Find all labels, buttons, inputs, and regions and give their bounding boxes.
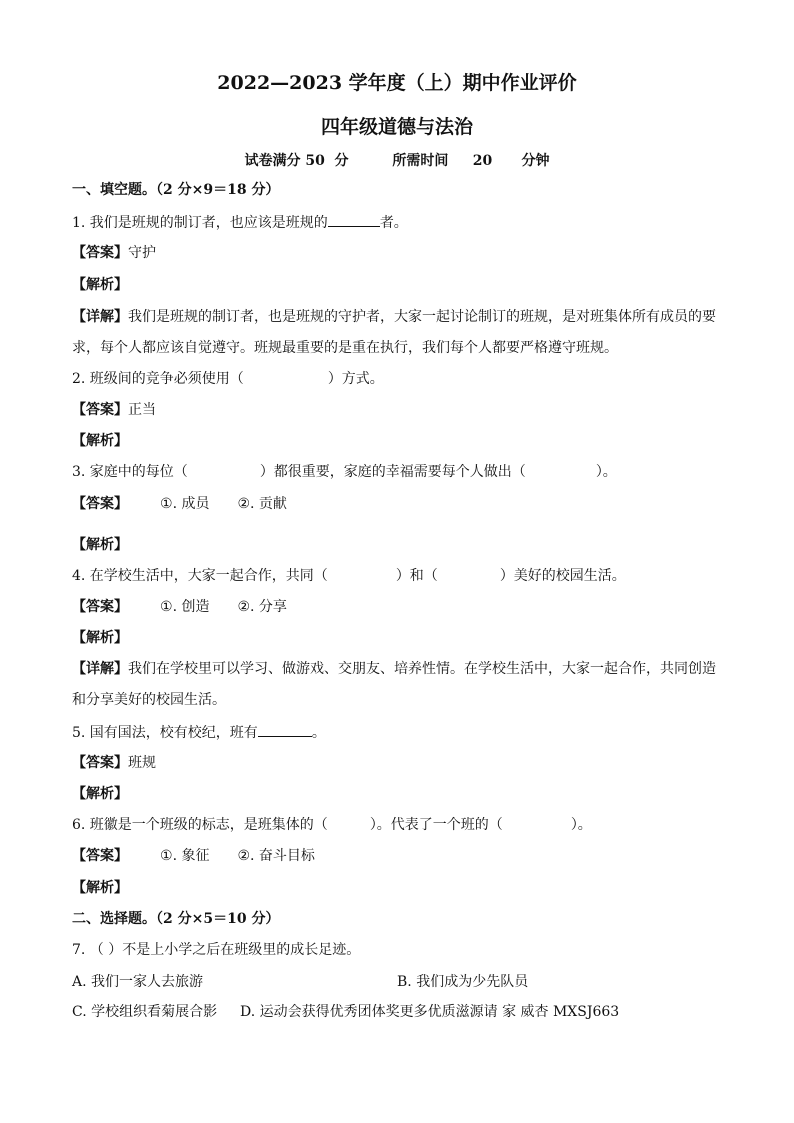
q7-option-b: B. 我们成为少先队员 — [397, 974, 529, 990]
analysis-label: 【解析】 — [72, 630, 128, 646]
q6-answer-1: . 象征 — [172, 848, 210, 864]
q4-answer-2: . 分享 — [250, 599, 287, 615]
q2-answer — [72, 400, 156, 420]
question-5 — [72, 722, 326, 743]
q3-answer-1: . 成员 — [172, 496, 210, 512]
q3-analysis — [72, 535, 128, 555]
q2-analysis — [72, 431, 128, 451]
q3-text-mid: ）都很重要，家庭的幸福需要每个人做出（ — [259, 464, 526, 480]
q2-answer-value: 正当 — [128, 402, 156, 418]
analysis-label: 【解析】 — [72, 537, 128, 553]
q6-text-mid: ）。代表了一个班的（ — [369, 817, 503, 833]
q4-analysis — [72, 628, 128, 648]
q6-text-post: ）。 — [570, 817, 592, 833]
q1-answer — [72, 243, 156, 263]
q7-option-d: D. 运动会获得优秀团体奖更多优质滋源请 家 威杏 MXSJ663 — [240, 1004, 620, 1020]
q4-text-mid: ）和（ — [395, 568, 438, 584]
q5-answer-value: 班规 — [128, 755, 156, 771]
q4-text-post: ）美好的校园生活。 — [499, 568, 626, 584]
q1-analysis — [72, 275, 128, 295]
answer-label: 【答案】 — [72, 599, 128, 615]
subject-title: 四年级道德与法治 — [320, 116, 473, 138]
q4-answer-1: . 创造 — [172, 599, 210, 615]
q5-text-post: 。 — [311, 725, 326, 741]
q4-detail-line1 — [72, 659, 716, 679]
analysis-label: 【解析】 — [72, 433, 128, 449]
page-title: 2022—2023 学年度（上）期中作业评价 — [217, 72, 577, 94]
q6-answer — [72, 846, 315, 866]
answer-label: 【答案】 — [72, 496, 128, 512]
q6-answer-1-mark: ① — [160, 848, 173, 864]
q7-option-a: A. 我们一家人去旅游 — [72, 974, 204, 990]
answer-label: 【答案】 — [72, 402, 128, 418]
q4-detail-text1: 我们在学校里可以学习、做游戏、交朋友、培养性情。在学校生活中，大家一起合作，共同创造 — [128, 661, 716, 677]
q7-option-c: C. 学校组织看菊展合影 — [72, 1004, 218, 1020]
question-4 — [72, 566, 626, 586]
analysis-label: 【解析】 — [72, 786, 128, 802]
q4-detail-line2: 和分享美好的校园生活。 — [72, 692, 226, 708]
analysis-label: 【解析】 — [72, 880, 128, 896]
q4-answer — [72, 597, 287, 617]
q1-detail-line2: 求，每个人都应该自觉遵守。班规最重要的是重在执行，我们每个人都要严格遵守班规。 — [72, 340, 618, 356]
detail-label: 【详解】 — [72, 661, 128, 677]
question-1 — [72, 212, 408, 233]
q3-text-pre: 3. 家庭中的每位（ — [72, 464, 188, 480]
section1-heading: 一、填空题。（2 分×9＝18 分） — [72, 182, 280, 198]
analysis-label: 【解析】 — [72, 277, 128, 293]
answer-label: 【答案】 — [72, 245, 128, 261]
q6-analysis — [72, 878, 128, 898]
question-6 — [72, 815, 592, 835]
q3-answer-2-mark: ② — [237, 496, 251, 512]
q3-answer-1-mark: ① — [160, 496, 173, 512]
q6-text-pre: 6. 班徽是一个班级的标志，是班集体的（ — [72, 817, 328, 833]
q3-answer-2: . 贡献 — [250, 496, 287, 512]
q2-text-pre: 2. 班级间的竞争必须使用（ — [72, 371, 244, 387]
q4-answer-1-mark: ① — [160, 599, 173, 615]
answer-label: 【答案】 — [72, 755, 128, 771]
q4-answer-2-mark: ② — [237, 599, 251, 615]
exam-meta: 试卷满分 50 分 所需时间 20 分钟 — [244, 153, 550, 169]
q5-answer — [72, 753, 156, 773]
q1-text-post: 者。 — [379, 215, 408, 231]
q3-text-post: ）。 — [595, 464, 617, 480]
detail-label: 【详解】 — [72, 309, 128, 325]
q5-text-pre: 5. 国有国法，校有校纪，班有 — [72, 725, 258, 741]
q4-text-pre: 4. 在学校生活中，大家一起合作，共同（ — [72, 568, 328, 584]
question-2 — [72, 369, 384, 389]
q5-blank — [258, 722, 312, 737]
q1-detail-text1: 我们是班规的制订者，也是班规的守护者，大家一起讨论制订的班规，是对班集体所有成员的要 — [128, 309, 716, 325]
q1-blank — [328, 212, 380, 227]
q1-detail-line1 — [72, 307, 716, 327]
q1-text-pre: 1. 我们是班规的制订者，也应该是班规的 — [72, 215, 328, 231]
q6-answer-2-mark: ② — [237, 848, 251, 864]
q1-answer-value: 守护 — [128, 245, 156, 261]
answer-label: 【答案】 — [72, 848, 128, 864]
q2-text-post: ）方式。 — [327, 371, 384, 387]
question-7: 7. （ ）不是上小学之后在班级里的成长足迹。 — [72, 942, 361, 958]
section2-heading: 二、选择题。（2 分×5＝10 分） — [72, 911, 280, 927]
q6-answer-2: . 奋斗目标 — [250, 848, 315, 864]
question-3 — [72, 462, 617, 482]
q5-analysis — [72, 784, 128, 804]
q3-answer — [72, 494, 287, 514]
